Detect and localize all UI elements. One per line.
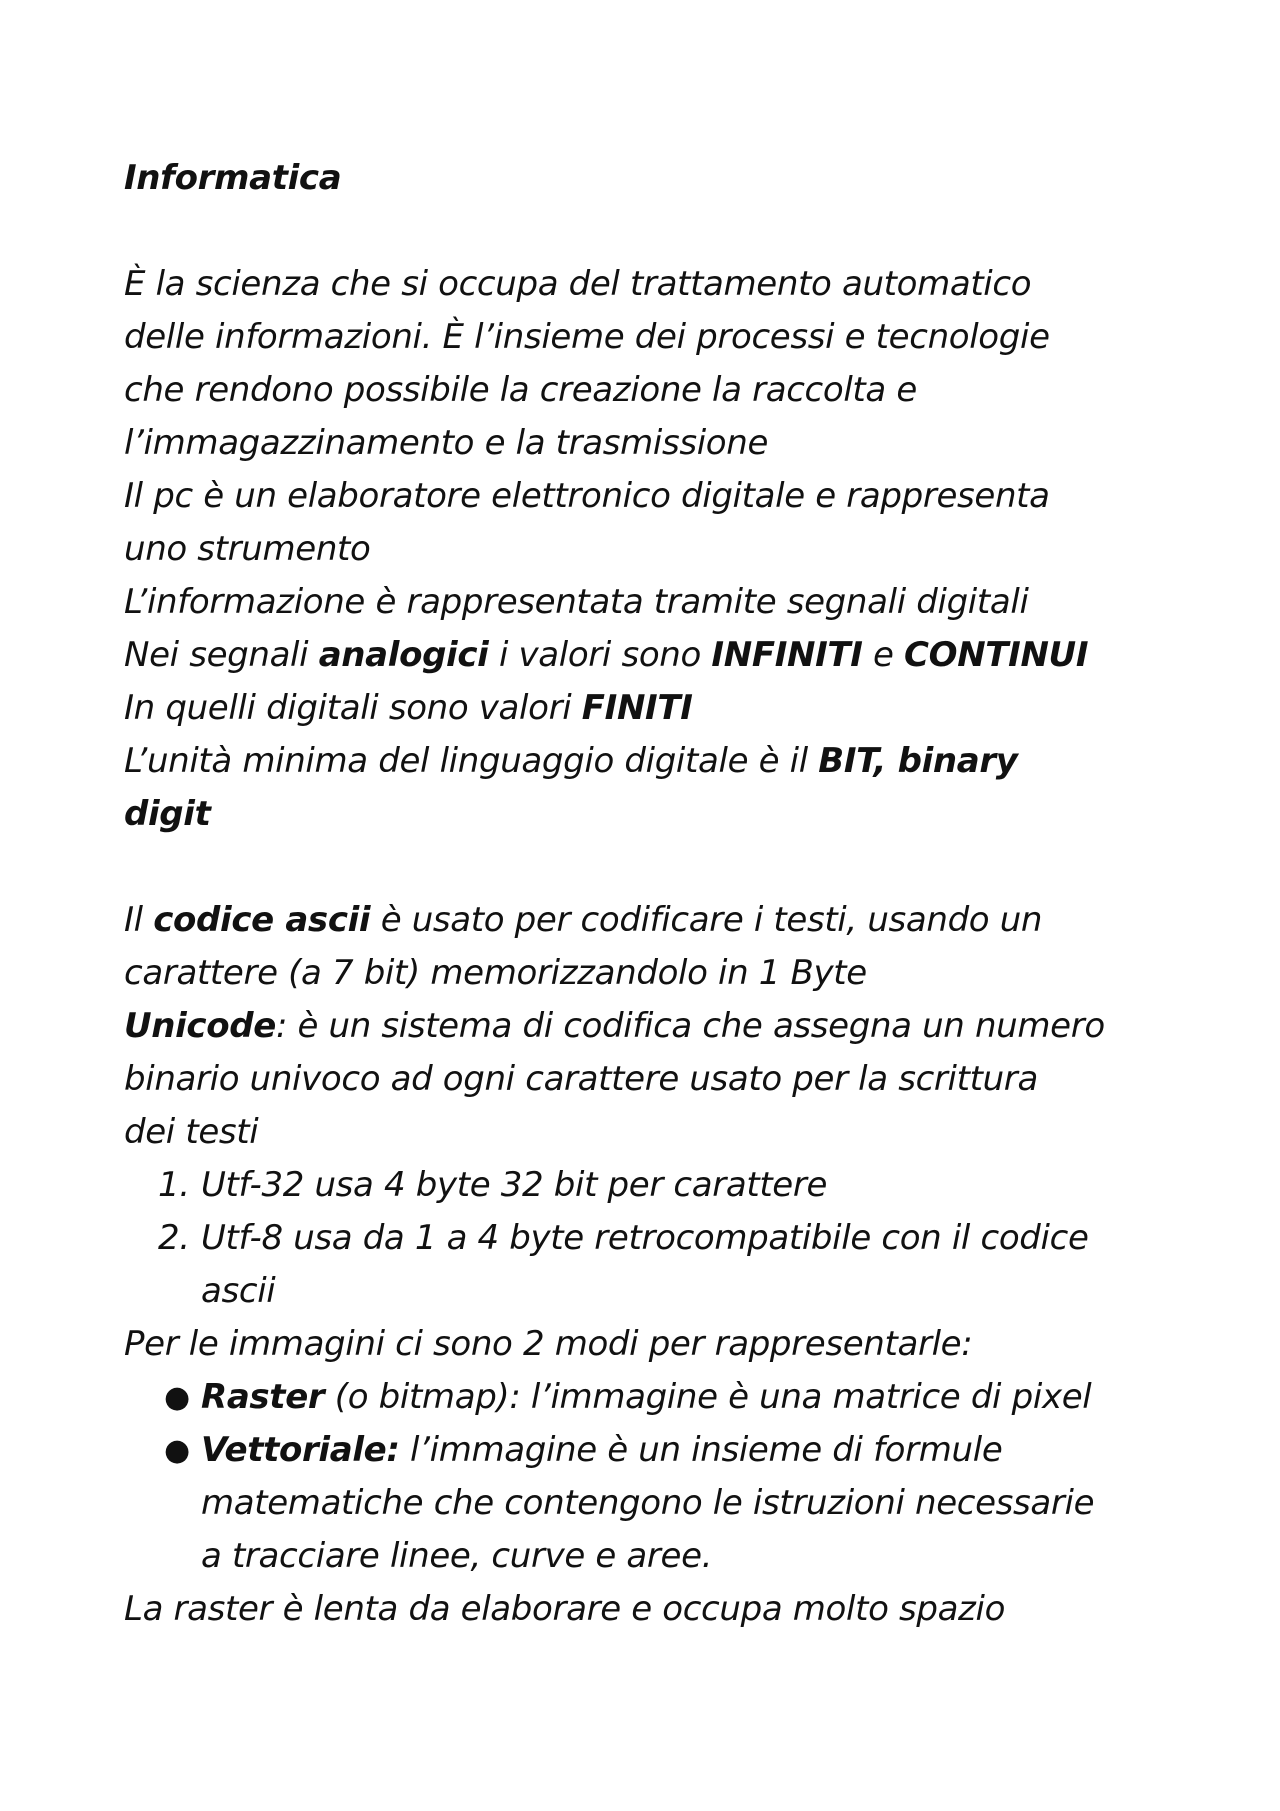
- intro-line: È la scienza che si occupa del trattamento automatico: [124, 264, 1032, 304]
- unicode-line-continued: binario univoco ad ogni carattere usato per la scrittura: [124, 1059, 1038, 1099]
- digital-line: In quelli digitali sono valori FINITI: [124, 688, 693, 728]
- bullet-icon: ●: [164, 1433, 190, 1468]
- images-intro-line: Per le immagini ci sono 2 modi per rappresentarle:: [124, 1324, 973, 1364]
- bit-line-continued: digit: [124, 794, 211, 834]
- image-list-item: ● Vettoriale: l’immagine è un insieme di formule: [124, 1424, 1184, 1477]
- intro-line: l’immagazzinamento e la trasmissione: [124, 423, 769, 463]
- intro-line: che rendono possibile la creazione la raccolta e: [124, 370, 917, 410]
- spacer: [124, 841, 1184, 894]
- bit-line: L’unità minima del linguaggio digitale è il BIT, binary: [124, 741, 1018, 781]
- unicode-line-continued: dei testi: [124, 1112, 259, 1152]
- image-list-item: ● Raster (o bitmap): l’immagine è una matrice di pixel: [124, 1371, 1184, 1424]
- utf-list-item: 2. Utf-8 usa da 1 a 4 byte retrocompatibile con il codice: [124, 1212, 1184, 1265]
- intro-line: Il pc è un elaboratore elettronico digitale e rappresenta: [124, 476, 1050, 516]
- spacer: [124, 205, 1184, 258]
- closing-line: La raster è lenta da elaborare e occupa molto spazio: [124, 1589, 1006, 1629]
- list-number: 2.: [158, 1218, 190, 1258]
- bullet-icon: ●: [164, 1380, 190, 1415]
- intro-line: L’informazione è rappresentata tramite segnali digitali: [124, 582, 1029, 622]
- document-page: [124, 152, 1184, 1636]
- intro-line: delle informazioni. È l’insieme dei processi e tecnologie: [124, 317, 1050, 357]
- analog-line: Nei segnali analogici i valori sono INFINITI e CONTINUI: [124, 635, 1089, 675]
- image-list-item-continued: a tracciare linee, curve e aree.: [201, 1536, 713, 1576]
- ascii-line: Il codice ascii è usato per codificare i testi, usando un: [124, 900, 1043, 940]
- ascii-line-continued: carattere (a 7 bit) memorizzandolo in 1 Byte: [124, 953, 867, 993]
- document-title: Informatica: [124, 158, 342, 198]
- list-number: 1.: [158, 1165, 190, 1205]
- image-list-item-continued: matematiche che contengono le istruzioni necessarie: [201, 1483, 1095, 1523]
- utf-list-item: 1. Utf-32 usa 4 byte 32 bit per carattere: [124, 1159, 1184, 1212]
- utf-list-item-continued: ascii: [201, 1271, 276, 1311]
- intro-line: uno strumento: [124, 529, 371, 569]
- unicode-line: Unicode: è un sistema di codifica che assegna un numero: [124, 1006, 1105, 1046]
